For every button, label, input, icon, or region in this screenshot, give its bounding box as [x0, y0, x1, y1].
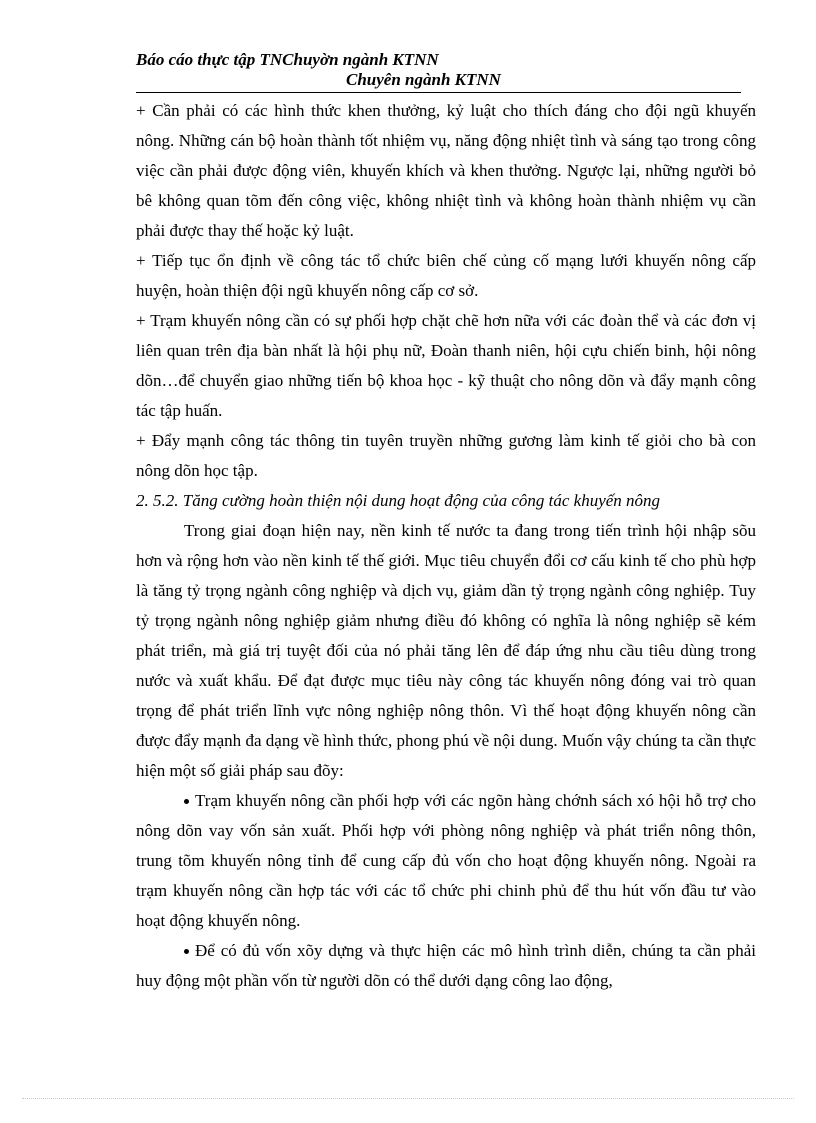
bullet-item: [136, 936, 756, 996]
document-body: [136, 96, 756, 996]
header-subtitle: Chuyên ngành KTNN: [346, 70, 501, 89]
intro-paragraph: Trong giai đoạn hiện nay, nền kinh tế nước ta đang trong tiến trình hội nhập sõu hơn và rộng hơn vào nền kinh tế thế giới. Mục tiêu chuyển đổi cơ cấu kinh tế cho phù hợp là tăng tỷ trọng ngành công nghiệp và dịch vụ, giảm dần tỷ trọng ngành công nghiệp. Tuy tỷ trọng ngành nông nghiệp giảm nhưng điều đó không có nghĩa là nông nghiệp sẽ kém phát triển, mà giá trị tuyệt đối của nó phải tăng lên để đáp ứng nhu cầu tiêu dùng trong nước và xuất khẩu. Để đạt được mục tiêu này công tác khuyến nông đóng vai trò quan trọng để phát triển lĩnh vực nông nghiệp nông thôn. Vì thế hoạt động khuyến nông cần được đẩy mạnh đa dạng về hình thức, phong phú về nội dung. Muốn vậy chúng ta cần thực hiện một số giải pháp sau đõy:: [136, 521, 756, 780]
section-heading: 2. 5.2. Tăng cường hoàn thiện nội dung hoạt động của công tác khuyến nông: [136, 491, 661, 510]
header-rule: [136, 92, 741, 93]
bullet-icon: [184, 799, 189, 804]
paragraph-communication: + Đẩy mạnh công tác thông tin tuyên truyền những gương làm kinh tế giỏi cho bà con nông dõn học tập.: [136, 431, 756, 480]
page-header: [136, 50, 741, 94]
bullet-item: [136, 786, 756, 936]
bullet-text: Để có đủ vốn xõy dựng và thực hiện các mô hình trình diễn, chúng ta cần phải huy động một phần vốn từ người dõn có thể dưới dạng công lao động,: [136, 941, 756, 990]
paragraph-rewards: + Cần phải có các hình thức khen thưởng, kỷ luật cho thích đáng cho đội ngũ khuyến nông. Những cán bộ hoàn thành tốt nhiệm vụ, năng động nhiệt tình và sáng tạo trong công việc cần phải được động viên, khuyến khích và khen thưởng. Ngược lại, những người bỏ bê không quan tõm đến công việc, không nhiệt tình và không hoàn thành nhiệm vụ cần phải được thay thế hoặc kỷ luật.: [136, 101, 756, 240]
paragraph-organization: + Tiếp tục ổn định về công tác tổ chức biên chế củng cố mạng lưới khuyến nông cấp huyện, hoàn thiện đội ngũ khuyến nông cấp cơ sở.: [136, 251, 756, 300]
bullet-text: Trạm khuyến nông cần phối hợp với các ngõn hàng chớnh sách xó hội hỗ trợ cho nông dõn vay vốn sản xuất. Phối hợp với phòng nông nghiệp và phát triển nông thôn, trung tõm khuyến nông tỉnh để cung cấp đủ vốn cho hoạt động khuyến nông. Ngoài ra trạm khuyến nông cần hợp tác với các tổ chức phi chinh phủ để thu hút vốn đầu tư vào hoạt động khuyến nông.: [136, 791, 756, 930]
header-title: Báo cáo thực tập TNChuyờn ngành KTNN: [136, 50, 439, 69]
page-bottom-border: [22, 1098, 794, 1099]
bullet-icon: [184, 949, 189, 954]
paragraph-coordination: + Trạm khuyến nông cần có sự phối hợp chặt chẽ hơn nữa với các đoàn thể và các đơn vị liên quan trên địa bàn nhất là hội phụ nữ, Đoàn thanh niên, hội cựu chiến binh, hội nông dõn…để chuyển giao những tiến bộ khoa học - kỹ thuật cho nông dõn và đẩy mạnh công tác tập huấn.: [136, 311, 756, 420]
